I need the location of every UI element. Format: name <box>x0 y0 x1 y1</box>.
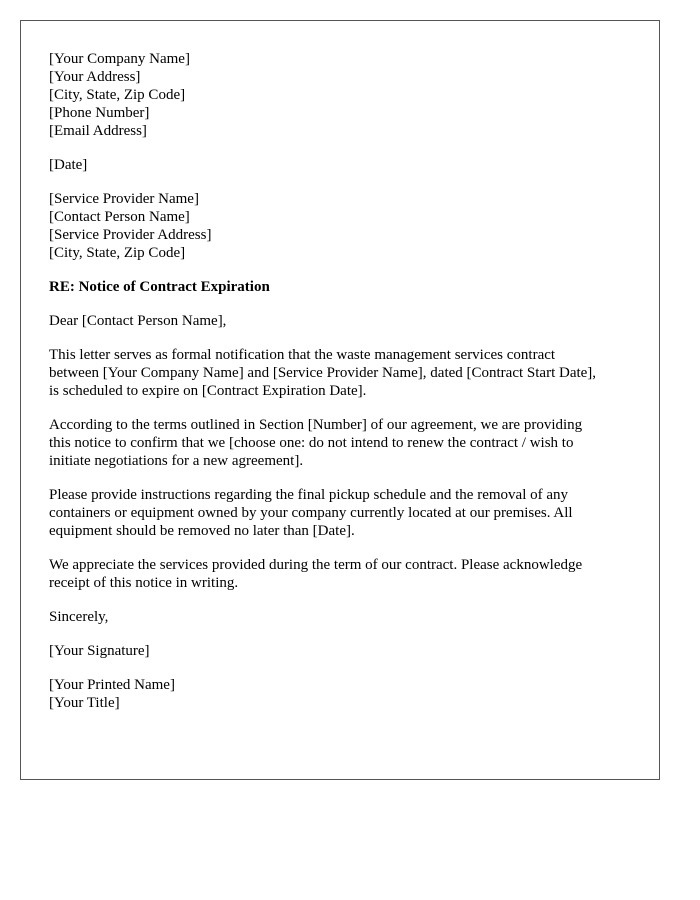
paragraph-4 <box>49 556 631 592</box>
sender-email: [Email Address] <box>49 123 147 139</box>
recipient-city-state-zip: [City, State, Zip Code] <box>49 245 186 261</box>
paragraph-1 <box>49 346 631 400</box>
paragraph-line: receipt of this notice in writing. <box>49 575 239 591</box>
paragraph-line: this notice to confirm that we [choose one: do not intend to renew the contract / wish to <box>49 435 574 451</box>
paragraph-line: containers or equipment owned by your company currently located at our premises. All <box>49 505 573 521</box>
recipient-name: [Service Provider Name] <box>49 191 199 207</box>
sender-company: [Your Company Name] <box>49 51 190 67</box>
paragraph-line: We appreciate the services provided during the term of our contract. Please acknowledge <box>49 557 583 573</box>
recipient-address: [Service Provider Address] <box>49 227 212 243</box>
recipient-block <box>49 190 631 262</box>
signer-title: [Your Title] <box>49 695 120 711</box>
closing: Sincerely, <box>49 609 109 625</box>
paragraph-line: This letter serves as formal notification that the waste management services contract <box>49 347 556 363</box>
subject-block <box>49 278 631 296</box>
name-title-block <box>49 676 631 712</box>
signature: [Your Signature] <box>49 643 150 659</box>
paragraph-line: According to the terms outlined in Section [Number] of our agreement, we are providing <box>49 417 583 433</box>
salutation: Dear [Contact Person Name], <box>49 313 227 329</box>
letter-page <box>20 20 660 780</box>
signature-block <box>49 642 631 660</box>
sender-phone: [Phone Number] <box>49 105 150 121</box>
sender-address: [Your Address] <box>49 69 141 85</box>
sender-city-state-zip: [City, State, Zip Code] <box>49 87 186 103</box>
letter-date: [Date] <box>49 157 88 173</box>
paragraph-line: is scheduled to expire on [Contract Expiration Date]. <box>49 383 367 399</box>
printed-name: [Your Printed Name] <box>49 677 175 693</box>
recipient-contact: [Contact Person Name] <box>49 209 190 225</box>
paragraph-line: Please provide instructions regarding the final pickup schedule and the removal of any <box>49 487 569 503</box>
paragraph-line: equipment should be removed no later than [Date]. <box>49 523 355 539</box>
paragraph-3 <box>49 486 631 540</box>
paragraph-line: between [Your Company Name] and [Service Provider Name], dated [Contract Start Date], <box>49 365 597 381</box>
paragraph-line: initiate negotiations for a new agreement]. <box>49 453 304 469</box>
paragraph-2 <box>49 416 631 470</box>
closing-block <box>49 608 631 626</box>
salutation-block <box>49 312 631 330</box>
letter-body <box>49 50 631 712</box>
date-block <box>49 156 631 174</box>
subject-line: RE: Notice of Contract Expiration <box>49 279 270 295</box>
sender-block <box>49 50 631 140</box>
